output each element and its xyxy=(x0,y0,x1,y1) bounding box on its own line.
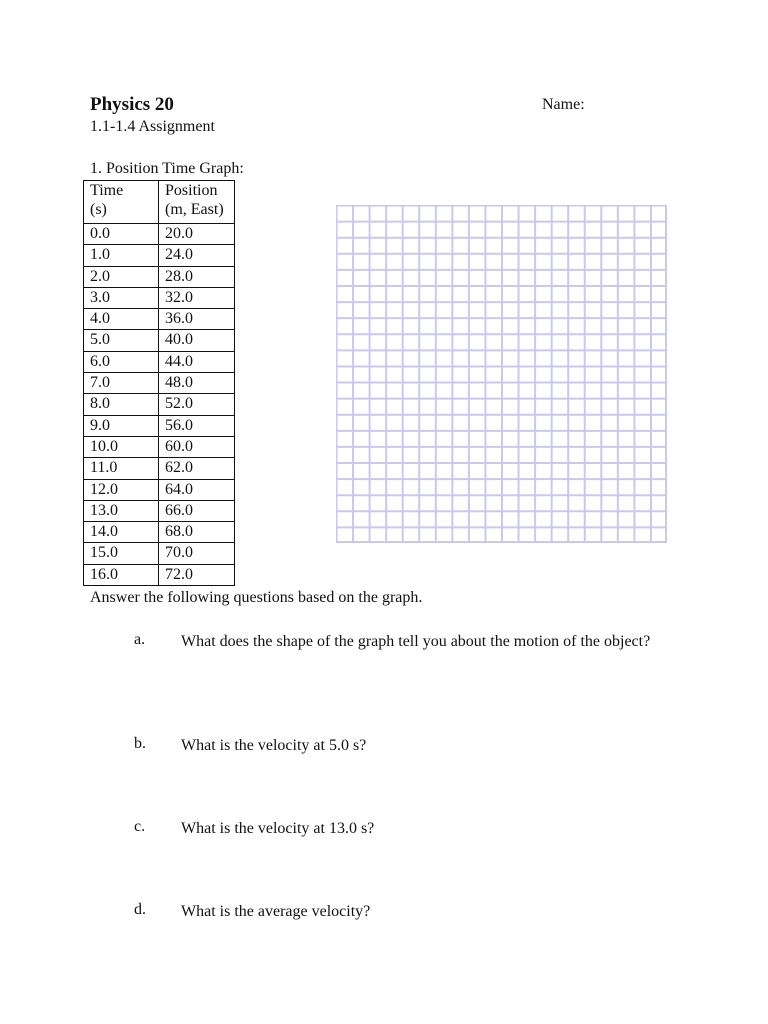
position-header-line1: Position xyxy=(165,182,218,199)
name-label: Name: xyxy=(542,96,585,113)
table-row xyxy=(84,522,235,543)
time-cell: 9.0 xyxy=(84,415,159,436)
position-cell: 56.0 xyxy=(159,415,235,436)
page-title: Physics 20 xyxy=(90,94,174,115)
table-row xyxy=(84,479,235,500)
table-row xyxy=(84,330,235,351)
position-time-table xyxy=(83,180,235,586)
question-c-letter: c. xyxy=(134,818,146,835)
time-column-header xyxy=(84,181,159,224)
question-d-letter: d. xyxy=(134,901,146,918)
question-d-text: What is the average velocity? xyxy=(181,903,371,920)
time-cell: 5.0 xyxy=(84,330,159,351)
table-header-row xyxy=(84,181,235,224)
table-row xyxy=(84,309,235,330)
time-cell: 6.0 xyxy=(84,351,159,372)
table-row xyxy=(84,564,235,585)
position-cell: 28.0 xyxy=(159,266,235,287)
graph-paper-grid xyxy=(336,205,667,543)
position-cell: 68.0 xyxy=(159,522,235,543)
table-row xyxy=(84,224,235,245)
position-cell: 60.0 xyxy=(159,436,235,457)
time-cell: 7.0 xyxy=(84,373,159,394)
time-cell: 1.0 xyxy=(84,245,159,266)
time-cell: 13.0 xyxy=(84,500,159,521)
time-cell: 10.0 xyxy=(84,436,159,457)
table-row xyxy=(84,543,235,564)
position-cell: 72.0 xyxy=(159,564,235,585)
time-cell: 2.0 xyxy=(84,266,159,287)
table-row xyxy=(84,266,235,287)
questions-instruction: Answer the following questions based on the graph. xyxy=(90,589,423,606)
table-row xyxy=(84,436,235,457)
question-c-text: What is the velocity at 13.0 s? xyxy=(181,820,375,837)
question-b-letter: b. xyxy=(134,735,146,752)
time-cell: 0.0 xyxy=(84,224,159,245)
question-a-letter: a. xyxy=(134,631,146,648)
position-cell: 62.0 xyxy=(159,458,235,479)
time-cell: 3.0 xyxy=(84,287,159,308)
position-cell: 70.0 xyxy=(159,543,235,564)
time-cell: 15.0 xyxy=(84,543,159,564)
time-cell: 11.0 xyxy=(84,458,159,479)
table-row xyxy=(84,373,235,394)
position-cell: 24.0 xyxy=(159,245,235,266)
position-cell: 52.0 xyxy=(159,394,235,415)
question-a-text: What does the shape of the graph tell you about the motion of the object? xyxy=(181,633,651,650)
table-row xyxy=(84,287,235,308)
position-cell: 66.0 xyxy=(159,500,235,521)
time-cell: 12.0 xyxy=(84,479,159,500)
table-row xyxy=(84,351,235,372)
time-header-line2: (s) xyxy=(90,201,107,218)
table-row xyxy=(84,458,235,479)
position-cell: 32.0 xyxy=(159,287,235,308)
position-column-header xyxy=(159,181,235,224)
assignment-subtitle: 1.1-1.4 Assignment xyxy=(90,118,215,135)
position-header-line2: (m, East) xyxy=(165,201,224,218)
question-b-text: What is the velocity at 5.0 s? xyxy=(181,737,367,754)
table-row xyxy=(84,245,235,266)
table-body xyxy=(84,224,235,586)
time-cell: 16.0 xyxy=(84,564,159,585)
time-cell: 4.0 xyxy=(84,309,159,330)
position-cell: 40.0 xyxy=(159,330,235,351)
table-row xyxy=(84,500,235,521)
position-cell: 20.0 xyxy=(159,224,235,245)
position-cell: 36.0 xyxy=(159,309,235,330)
time-cell: 14.0 xyxy=(84,522,159,543)
section-heading: 1. Position Time Graph: xyxy=(90,160,244,177)
time-header-line1: Time xyxy=(90,182,124,199)
time-cell: 8.0 xyxy=(84,394,159,415)
table-row xyxy=(84,394,235,415)
position-cell: 64.0 xyxy=(159,479,235,500)
position-cell: 44.0 xyxy=(159,351,235,372)
position-cell: 48.0 xyxy=(159,373,235,394)
table-row xyxy=(84,415,235,436)
